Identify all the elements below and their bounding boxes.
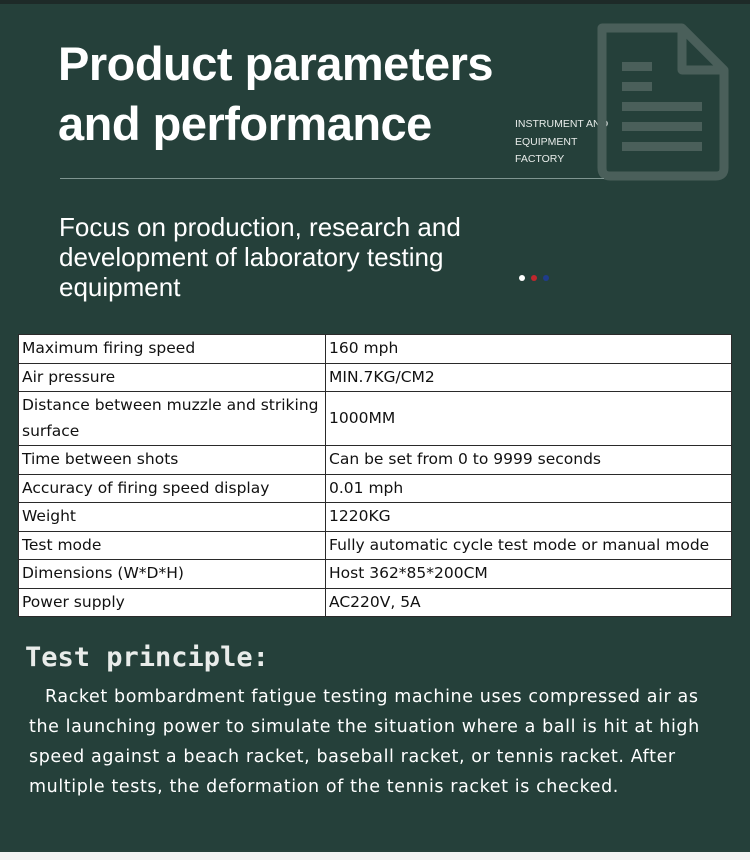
- page-title: [58, 34, 493, 154]
- carousel-dot-red[interactable]: [531, 275, 537, 281]
- spec-value: 1000MM: [326, 392, 732, 446]
- document-icon: [592, 22, 732, 182]
- spec-value: 0.01 mph: [326, 474, 732, 503]
- table-row: [19, 446, 732, 475]
- spec-label: Weight: [19, 503, 326, 532]
- test-principle-body: Racket bombardment fatigue testing machine uses compressed air as the launching power to simulate the situation where a ball is hit at high speed against a beach racket, baseball racket, or tennis racket. After multiple tests, the deformation of the tennis racket is checked.: [29, 687, 700, 797]
- spec-value: AC220V, 5A: [326, 588, 732, 617]
- table-row: [19, 560, 732, 589]
- spec-value: Can be set from 0 to 9999 seconds: [326, 446, 732, 475]
- spec-label: Air pressure: [19, 363, 326, 392]
- spec-value: MIN.7KG/CM2: [326, 363, 732, 392]
- spec-value: Host 362*85*200CM: [326, 560, 732, 589]
- spec-value: Fully automatic cycle test mode or manual mode: [326, 531, 732, 560]
- table-row: [19, 474, 732, 503]
- table-row: [19, 588, 732, 617]
- spec-table: [18, 334, 732, 617]
- spec-label: Power supply: [19, 588, 326, 617]
- carousel-dot-blue[interactable]: [543, 275, 549, 281]
- spec-label: Time between shots: [19, 446, 326, 475]
- spec-label: Distance between muzzle and striking surface: [19, 392, 326, 446]
- spec-value: 1220KG: [326, 503, 732, 532]
- table-row: [19, 392, 732, 446]
- table-row: [19, 531, 732, 560]
- factory-tag-line-1: INSTRUMENT AND: [515, 118, 609, 130]
- title-line-1: Product parameters: [58, 37, 494, 90]
- carousel-dots: [519, 275, 549, 281]
- tagline: Focus on production, research and development of laboratory testing equipment: [59, 212, 461, 302]
- spec-label: Dimensions (W*D*H): [19, 560, 326, 589]
- factory-tag-line-2: EQUIPMENT: [515, 135, 578, 148]
- table-row: [19, 503, 732, 532]
- title-line-2: and performance: [58, 97, 432, 150]
- table-row: [19, 363, 732, 392]
- spec-value: 160 mph: [326, 335, 732, 364]
- spec-label: Accuracy of firing speed display: [19, 474, 326, 503]
- factory-tag-line-3: FACTORY: [515, 153, 565, 165]
- test-principle-heading: Test principle:: [25, 642, 269, 673]
- divider: [60, 178, 604, 179]
- spec-label: Maximum firing speed: [19, 335, 326, 364]
- carousel-dot-active[interactable]: [519, 275, 525, 281]
- spec-label: Test mode: [19, 531, 326, 560]
- table-row: [19, 335, 732, 364]
